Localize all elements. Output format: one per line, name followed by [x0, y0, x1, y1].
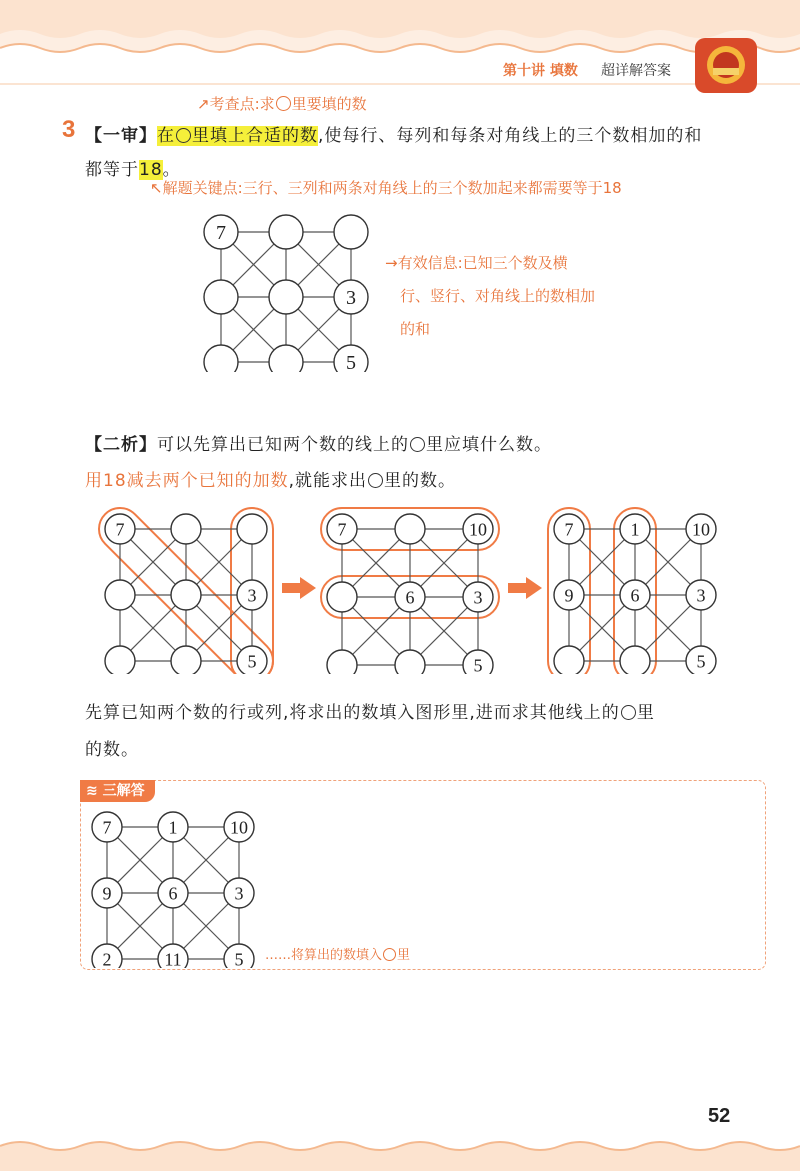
- circle-number: 3: [346, 287, 356, 309]
- circle-icon: [621, 705, 636, 720]
- lecture-title: 第十讲 填数: [503, 63, 578, 79]
- number-circle: [269, 215, 303, 249]
- circle-number: 2: [102, 949, 112, 968]
- number-circle: [105, 580, 135, 610]
- number-circle: [204, 280, 238, 314]
- number-circle: [269, 280, 303, 314]
- circle-number: 9: [102, 883, 112, 904]
- header-band: [0, 0, 800, 86]
- circle-number: 7: [216, 222, 226, 244]
- circle-number: 5: [234, 949, 244, 968]
- analysis-line-2: 用18减去两个已知的加数,就能求出 里的数。: [85, 471, 457, 491]
- circle-number: 1: [630, 519, 640, 540]
- circle-icon: [410, 437, 425, 452]
- number-circle: [395, 650, 425, 674]
- circle-icon: [383, 948, 396, 961]
- circle-number: 7: [564, 519, 574, 540]
- target-sum: 18: [139, 160, 163, 180]
- answer-note: ……将算出的数填入 里: [265, 948, 411, 963]
- key-point-note: ↖解题关键点:三行、三列和两条对角线上的三个数加起来都需要等于18: [150, 179, 622, 197]
- exam-point-note: ↗考查点:求 里要填的数: [197, 95, 367, 113]
- footer-band: [0, 1128, 800, 1171]
- key-point-arrow-icon: ↖: [150, 179, 163, 197]
- conclusion-line-2: 的数。: [85, 740, 139, 760]
- problem-line-2: 都等于18。: [85, 160, 181, 180]
- number-circle: [269, 345, 303, 372]
- conclusion-line-1: 先算已知两个数的行或列,将求出的数填入图形里,进而求其他线上的 里: [85, 703, 655, 723]
- number-circle: [620, 646, 650, 674]
- number-circle: [171, 580, 201, 610]
- number-circle: [105, 646, 135, 674]
- step-grid-1: [96, 504, 286, 674]
- arrow-right-icon: [282, 577, 316, 599]
- stage-review-label: 【一审】: [85, 126, 157, 146]
- circle-number: 5: [696, 651, 706, 672]
- circle-number: 5: [346, 352, 356, 372]
- number-circle: [334, 215, 368, 249]
- number-circle: [204, 345, 238, 372]
- circle-number: 7: [337, 519, 347, 540]
- wave-icon: ≋: [86, 783, 98, 799]
- info-note-1: →有效信息:已知三个数及横: [385, 254, 568, 272]
- circle-icon: [176, 128, 191, 143]
- circle-number: 10: [469, 519, 487, 540]
- number-circle: [554, 646, 584, 674]
- series-logo: [695, 38, 757, 93]
- highlight-phrase: 在 里填上合适的数: [157, 126, 318, 146]
- circle-number: 6: [630, 585, 640, 606]
- circle-number: 11: [164, 949, 182, 968]
- analysis-line-1: 【二析】可以先算出已知两个数的线上的 里应填什么数。: [85, 435, 552, 455]
- stage-analysis-label: 【二析】: [85, 435, 157, 455]
- step-grid-2: [318, 504, 508, 674]
- arrow-right-icon: [508, 577, 542, 599]
- circle-number: 7: [102, 817, 112, 838]
- circle-number: 3: [234, 883, 244, 904]
- circle-number: 3: [696, 585, 706, 606]
- circle-number: 10: [692, 519, 710, 540]
- step-grid-3: [545, 504, 735, 674]
- circle-number: 3: [247, 585, 257, 606]
- number-circle: [237, 514, 267, 544]
- circle-number: 6: [405, 587, 415, 608]
- number-circle: [395, 514, 425, 544]
- circle-number: 6: [168, 883, 178, 904]
- number-circle: [171, 646, 201, 674]
- page-number: 52: [708, 1105, 731, 1127]
- exam-point-arrow-icon: ↗: [197, 95, 210, 113]
- puzzle-grid-initial: [196, 210, 376, 372]
- answer-tab: ≋ 三解答: [80, 780, 155, 802]
- circle-icon: [368, 473, 383, 488]
- number-circle: [171, 514, 201, 544]
- circle-number: 5: [247, 651, 257, 672]
- circle-number: 10: [230, 817, 248, 838]
- circle-number: 7: [115, 519, 125, 540]
- circle-number: 3: [473, 587, 483, 608]
- problem-line-1: 【一审】在 里填上合适的数,使每行、每列和每条对角线上的三个数相加的和: [85, 126, 703, 146]
- number-circle: [327, 650, 357, 674]
- circle-icon: [276, 96, 291, 111]
- circle-number: 1: [168, 817, 178, 838]
- answer-subtitle: 超详解答案: [601, 63, 671, 79]
- answer-grid: [86, 808, 266, 968]
- question-number: 3: [62, 116, 76, 143]
- circle-number: 9: [564, 585, 574, 606]
- number-circle: [327, 582, 357, 612]
- info-note-3: 的和: [400, 320, 431, 338]
- info-note-2: 行、竖行、对角线上的数相加: [400, 287, 596, 305]
- circle-number: 5: [473, 655, 483, 674]
